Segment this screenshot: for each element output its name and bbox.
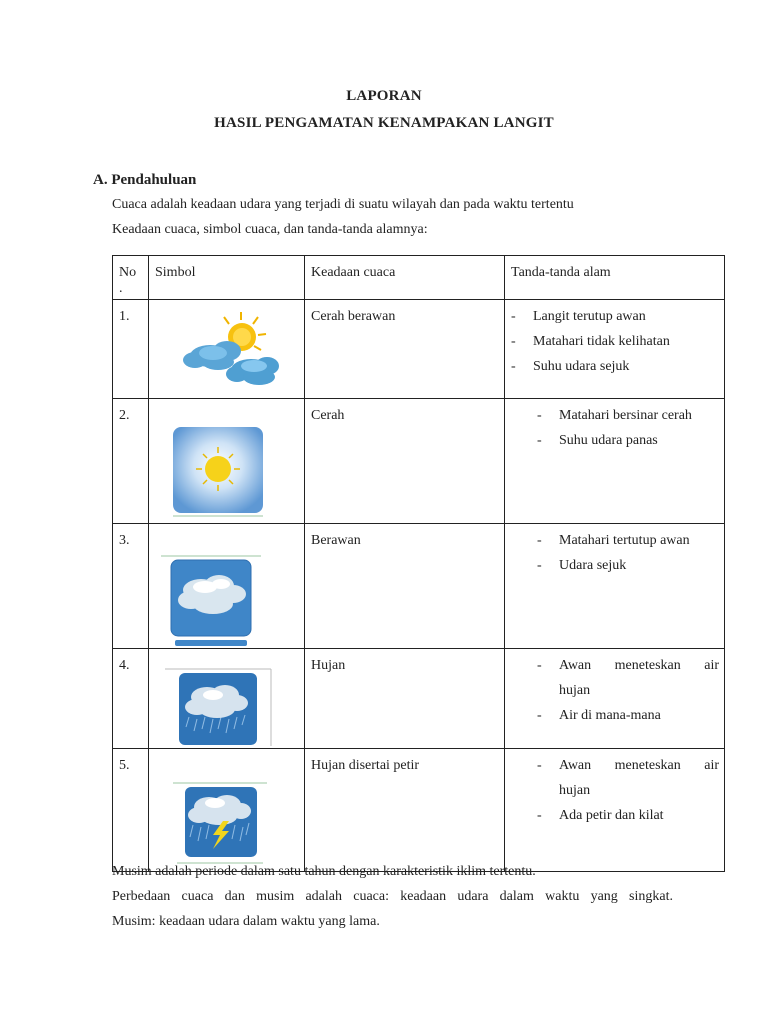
list-item: - Ada petir dan kilat	[511, 803, 719, 828]
table-intro-paragraph: Keadaan cuaca, simbol cuaca, dan tanda-tanda alamnya:	[112, 222, 428, 237]
row-number: 1.	[113, 300, 149, 399]
table-row	[113, 399, 725, 524]
season-definition: Musim adalah periode dalam satu tahun dengan karakteristik iklim tertentu.	[112, 864, 536, 879]
partly-cloudy-icon	[155, 304, 310, 396]
condition-cell: Hujan	[305, 649, 505, 749]
list-item: - Awan meneteskan air hujan	[511, 653, 719, 703]
table-row	[113, 749, 725, 872]
list-item: - Udara sejuk	[511, 553, 719, 578]
condition-cell: Cerah	[305, 399, 505, 524]
symbol-cell	[149, 524, 305, 649]
row-number: 5.	[113, 749, 149, 872]
report-title: LAPORAN	[346, 88, 422, 104]
list-item: - Matahari tertutup awan	[511, 528, 719, 553]
condition-cell: Cerah berawan	[305, 300, 505, 399]
difference-paragraph: Perbedaan cuaca dan musim adalah cuaca: keadaan udara dalam waktu yang singkat.	[112, 889, 673, 904]
cloudy-icon	[155, 528, 310, 646]
sunny-icon	[155, 403, 310, 521]
table-row	[113, 524, 725, 649]
signs-cell	[505, 524, 725, 649]
signs-list	[511, 753, 719, 828]
report-subtitle: HASIL PENGAMATAN KENAMPAKAN LANGIT	[214, 115, 554, 131]
row-number: 2.	[113, 399, 149, 524]
list-item: - Awan meneteskan air hujan	[511, 753, 719, 803]
table-row	[113, 300, 725, 399]
header-symbol: Simbol	[149, 256, 305, 300]
signs-cell	[505, 300, 725, 399]
row-number: 3.	[113, 524, 149, 649]
season-paragraph: Musim: keadaan udara dalam waktu yang lama.	[112, 914, 380, 929]
list-item: - Air di mana-mana	[511, 703, 719, 728]
signs-cell	[505, 649, 725, 749]
signs-cell	[505, 399, 725, 524]
rain-icon	[155, 653, 310, 746]
thunderstorm-icon	[155, 753, 310, 869]
signs-list	[511, 653, 719, 728]
row-number: 4.	[113, 649, 149, 749]
list-item-continuation: hujan	[559, 783, 591, 798]
list-item: - Langit terutup awan	[511, 304, 719, 329]
symbol-cell	[149, 300, 305, 399]
signs-list	[511, 304, 719, 379]
condition-cell: Hujan disertai petir	[305, 749, 505, 872]
header-no-dot: .	[119, 281, 123, 296]
symbol-cell	[149, 749, 305, 872]
list-item: - Matahari tidak kelihatan	[511, 329, 719, 354]
signs-cell	[505, 749, 725, 872]
signs-list	[511, 528, 719, 578]
list-item: - Suhu udara panas	[511, 428, 719, 453]
weather-table	[112, 255, 725, 872]
symbol-cell	[149, 399, 305, 524]
header-signs: Tanda-tanda alam	[505, 256, 725, 300]
symbol-cell	[149, 649, 305, 749]
header-condition: Keadaan cuaca	[305, 256, 505, 300]
condition-cell: Berawan	[305, 524, 505, 649]
list-item: - Suhu udara sejuk	[511, 354, 719, 379]
header-no: No .	[113, 256, 149, 300]
signs-list	[511, 403, 719, 453]
section-heading: A. Pendahuluan	[93, 172, 197, 188]
table-header-row	[113, 256, 725, 300]
list-item-continuation: hujan	[559, 683, 591, 698]
table-row	[113, 649, 725, 749]
list-item: - Matahari bersinar cerah	[511, 403, 719, 428]
intro-paragraph: Cuaca adalah keadaan udara yang terjadi di suatu wilayah dan pada waktu tertentu	[112, 197, 574, 212]
